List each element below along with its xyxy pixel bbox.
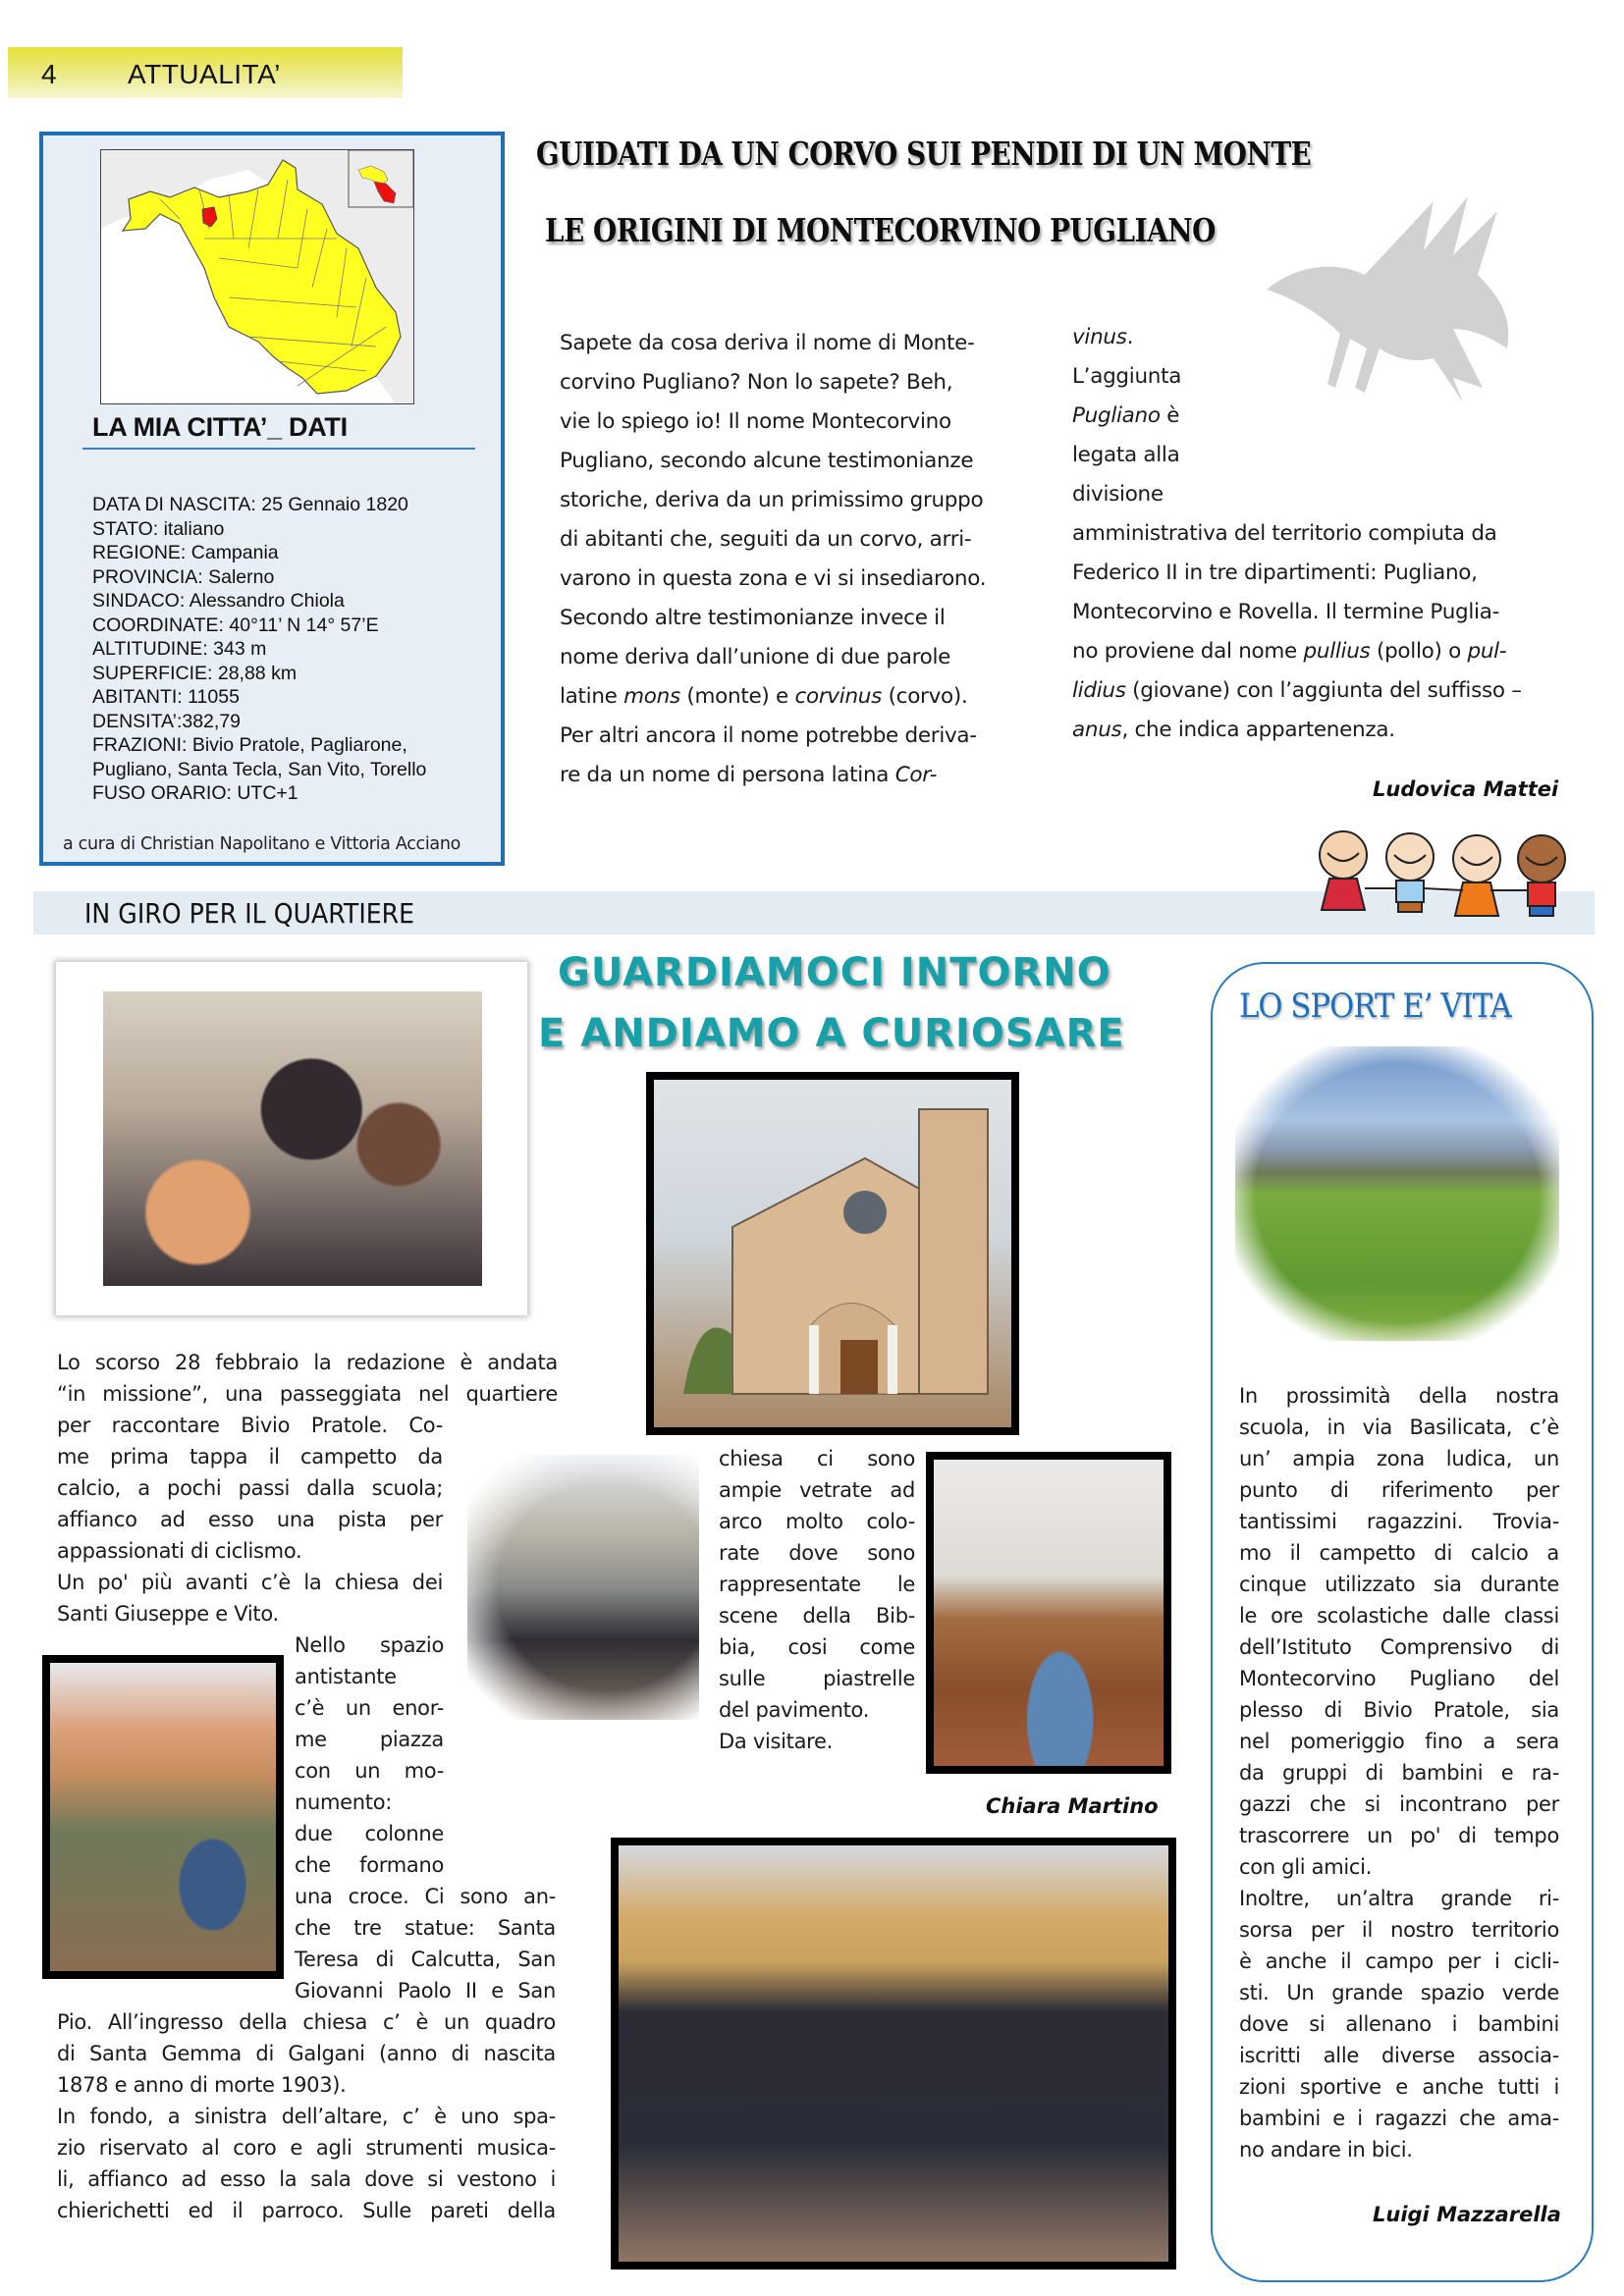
article2-headline-line2: E ANDIAMO A CURIOSARE bbox=[538, 1011, 1125, 1056]
article1-col1-line: Pugliano, secondo alcune testimonianze bbox=[560, 449, 974, 473]
article1-col2-line: amministrativa del territorio compiuta da bbox=[1072, 521, 1497, 546]
church-drawing bbox=[654, 1080, 1011, 1427]
article2-line: arco molto colo- bbox=[719, 1510, 915, 1533]
text-run: , che indica appartenenza. bbox=[1121, 718, 1395, 742]
article3-line: dell’Istituto Comprensivo di bbox=[1239, 1635, 1559, 1659]
article2-line: del pavimento. bbox=[719, 1698, 870, 1722]
article2-line: rappresentate le bbox=[719, 1573, 915, 1596]
article1-col1-line: Sapete da cosa deriva il nome di Monte- bbox=[560, 331, 975, 355]
article3-line: con gli amici. bbox=[1239, 1855, 1373, 1879]
info-line-province: PROVINCIA: Salerno bbox=[92, 565, 275, 588]
article2-line: me piazza bbox=[295, 1728, 444, 1751]
article2-line: per raccontare Bivio Pratole. Co- bbox=[57, 1414, 443, 1437]
article3-line: Inoltre, un’altra grande ri- bbox=[1239, 1887, 1559, 1910]
article3-line: In prossimità della nostra bbox=[1239, 1384, 1559, 1408]
info-line-hamlets: FRAZIONI: Bivio Pratole, Pagliarone, bbox=[92, 734, 407, 756]
article1-col2-line bbox=[1072, 671, 1583, 711]
text-run: (corvo). bbox=[882, 684, 968, 709]
article2-line: rate dove sono bbox=[719, 1541, 915, 1565]
info-line-state: STATO: italiano bbox=[92, 517, 225, 540]
article3-line: bambini e i ragazzi che ama- bbox=[1239, 2107, 1559, 2130]
text-run: (giovane) con l’aggiunta del suffisso – bbox=[1125, 678, 1522, 703]
italic-term: anus bbox=[1072, 718, 1122, 742]
article2-line: Santi Giuseppe e Vito. bbox=[57, 1602, 279, 1626]
article2-line: con un mo- bbox=[295, 1759, 444, 1783]
article3-line: è anche il campo per i cicli- bbox=[1239, 1949, 1559, 1973]
text-run: no proviene dal nome bbox=[1072, 639, 1304, 664]
photo-church-image bbox=[654, 1080, 1011, 1427]
article1-col2-line: L’aggiunta bbox=[1072, 364, 1182, 389]
article2-line: che tre statue: Santa bbox=[295, 1916, 556, 1940]
article2-line: antistante bbox=[295, 1665, 397, 1688]
article2-line: 1878 e anno di morte 1903). bbox=[57, 2073, 347, 2097]
article1-column1 bbox=[560, 324, 1031, 795]
page-number: 4 bbox=[41, 59, 57, 89]
article1-col2-line bbox=[1072, 397, 1583, 436]
photo-bikes-image bbox=[1235, 1046, 1559, 1341]
article2-line: “in missione”, una passeggiata nel quartiere bbox=[57, 1382, 558, 1406]
italic-term: pul- bbox=[1467, 639, 1507, 664]
children-illustration bbox=[1306, 820, 1581, 928]
photo-interior bbox=[926, 1452, 1171, 1774]
article1-headline-line2: LE ORIGINI DI MONTECORVINO PUGLIANO bbox=[545, 211, 1216, 249]
info-line-area: SUPERFICIE: 28,88 km bbox=[92, 662, 298, 684]
photo-group bbox=[611, 1838, 1176, 2269]
text-run: . bbox=[1126, 325, 1134, 349]
article2-line: Un po' più avanti c’è la chiesa dei bbox=[57, 1571, 443, 1594]
article2-line: chierichetti ed il parroco. Sulle pareti della bbox=[57, 2199, 556, 2222]
article3-line: Montecorvino Pugliano del bbox=[1239, 1667, 1559, 1690]
article2-line: Da visitare. bbox=[719, 1730, 834, 1753]
article2-p1-narrow bbox=[57, 1410, 443, 1629]
info-line-mayor: SINDACO: Alessandro Chiola bbox=[92, 590, 345, 612]
article3-line: iscritti alle diverse associa- bbox=[1239, 2044, 1559, 2067]
article2-p2-narrow bbox=[295, 1629, 444, 1881]
article3-line: tantissimi ragazzini. Trovia- bbox=[1239, 1510, 1559, 1533]
photo-group-walk bbox=[467, 1455, 699, 1720]
photo-selfie bbox=[56, 962, 527, 1315]
article3-paragraph bbox=[1239, 1380, 1559, 2165]
article1-col1-line: nome deriva dall’unione di due parole bbox=[560, 645, 951, 669]
italic-term: mons bbox=[623, 684, 680, 709]
article2-col2 bbox=[719, 1443, 915, 1757]
article3-line: nel pomeriggio fino a sera bbox=[1239, 1730, 1559, 1753]
article2-line: calcio, a pochi passi dalla scuola; bbox=[57, 1476, 443, 1500]
inset-map-italy bbox=[349, 150, 413, 207]
section-bar-title: IN GIRO PER IL QUARTIERE bbox=[84, 897, 415, 930]
info-line-density: DENSITA’:382,79 bbox=[92, 710, 242, 732]
article2-line: una croce. Ci sono an- bbox=[295, 1885, 556, 1908]
section-title: ATTUALITA’ bbox=[128, 59, 281, 89]
info-line-region: REGIONE: Campania bbox=[92, 542, 279, 563]
article1-col2-line bbox=[1072, 711, 1583, 750]
article3-line: un’ ampia zona ludica, un bbox=[1239, 1447, 1559, 1470]
text-run: latine bbox=[560, 684, 624, 709]
article1-col2-line: legata alla bbox=[1072, 443, 1180, 467]
text-run: è bbox=[1160, 403, 1180, 428]
text-run: (monte) e bbox=[679, 684, 795, 709]
article1-col1-line: varono in questa zona e vi si insediarono. bbox=[560, 566, 987, 591]
article3-line: plesso di Bivio Pratole, sia bbox=[1239, 1698, 1559, 1722]
photo-group-walk-image bbox=[467, 1455, 699, 1720]
photo-group-image bbox=[619, 1845, 1168, 2262]
article1-author: Ludovica Mattei bbox=[1373, 777, 1559, 801]
article1-col1-line: vie lo spiego io! Il nome Montecorvino bbox=[560, 409, 951, 434]
article2-line: Giovanni Paolo II e San bbox=[295, 1979, 556, 2002]
photo-interior-image bbox=[934, 1460, 1164, 1766]
article2-line: c’è un enor- bbox=[295, 1696, 444, 1720]
article3-headline: LO SPORT E’ VITA bbox=[1239, 987, 1511, 1026]
article3-line: trascorrere un po' di tempo bbox=[1239, 1824, 1559, 1847]
article1-col1-line bbox=[560, 756, 1031, 795]
article2-line: li, affianco ad esso la sala dove si vestono i bbox=[57, 2167, 556, 2191]
article3-line: dove si allenano i bambini bbox=[1239, 2012, 1559, 2036]
italic-term: corvinus bbox=[794, 684, 883, 709]
article2-line: due colonne bbox=[295, 1822, 444, 1845]
article1-col1-line bbox=[560, 677, 1031, 717]
article3-line: le ore scolastiche dalle classi bbox=[1239, 1604, 1559, 1628]
article3-line: cinque utilizzato sia durante bbox=[1239, 1573, 1559, 1596]
article2-line: ampie vetrate ad bbox=[719, 1478, 915, 1502]
article1-col1-line: storiche, deriva da un primissimo gruppo bbox=[560, 488, 984, 512]
article2-line: zio riservato al coro e agli strumenti musica- bbox=[57, 2136, 556, 2160]
article1-col2-line bbox=[1072, 632, 1583, 671]
article2-line: che formano bbox=[295, 1853, 444, 1877]
article2-line: Lo scorso 28 febbraio la redazione è andata bbox=[57, 1351, 558, 1374]
article2-p2-full bbox=[57, 2006, 556, 2226]
article2-headline-line1: GUARDIAMOCI INTORNO bbox=[558, 950, 1111, 995]
article1-col2-line: Montecorvino e Rovella. Il termine Puglia- bbox=[1072, 600, 1500, 624]
article2-line: affianco ad esso una pista per bbox=[57, 1508, 443, 1531]
info-line-hamlets-cont: Pugliano, Santa Tecla, San Vito, Torello bbox=[92, 758, 427, 780]
info-line-coordinates: COORDINATE: 40°11’ N 14° 57’E bbox=[92, 614, 379, 636]
photo-monument-image bbox=[50, 1663, 276, 1971]
photo-church bbox=[646, 1072, 1019, 1435]
info-box-credits: a cura di Christian Napolitano e Vittoria Acciano bbox=[63, 834, 461, 854]
article2-author: Chiara Martino bbox=[986, 1794, 1159, 1818]
article1-col2-line: Federico II in tre dipartimenti: Pugliano, bbox=[1072, 561, 1478, 585]
article3-line: zioni sportive e anche tutti i bbox=[1239, 2075, 1559, 2099]
article2-line: di Santa Gemma di Galgani (anno di nascita bbox=[57, 2042, 556, 2065]
article2-line: Nello spazio bbox=[295, 1633, 444, 1657]
article2-line: In fondo, a sinistra dell’altare, c’ è uno spa- bbox=[57, 2105, 556, 2128]
info-line-altitude: ALTITUDINE: 343 m bbox=[92, 638, 267, 660]
article3-line: da gruppi di bambini e ra- bbox=[1239, 1761, 1559, 1785]
article3-line: gazzi che si incontrano per bbox=[1239, 1792, 1559, 1816]
article1-col2-line: divisione bbox=[1072, 482, 1164, 507]
italic-term: pullius bbox=[1303, 639, 1371, 664]
photo-bikes bbox=[1235, 1046, 1559, 1341]
article2-line: bia, cosi come bbox=[719, 1635, 915, 1659]
article2-line: sulle piastrelle bbox=[719, 1667, 915, 1690]
article3-author: Luigi Mazzarella bbox=[1373, 2203, 1561, 2226]
info-line-timezone: FUSO ORARIO: UTC+1 bbox=[92, 782, 298, 804]
text-run: re da un nome di persona latina bbox=[560, 763, 895, 787]
info-box-divider bbox=[82, 448, 475, 450]
italic-term: Cor- bbox=[894, 763, 938, 787]
info-line-population: ABITANTI: 11055 bbox=[92, 686, 240, 708]
article2-line: appassionati di ciclismo. bbox=[57, 1539, 302, 1563]
italic-term: lidius bbox=[1072, 678, 1126, 703]
info-box-lines bbox=[92, 493, 426, 806]
article2-line: chiesa ci sono bbox=[719, 1447, 915, 1470]
article2-p2-mid bbox=[295, 1881, 556, 2006]
article2-line: Pio. All’ingresso della chiesa c’ è un quadro bbox=[57, 2010, 556, 2034]
italic-term: vinus bbox=[1072, 325, 1127, 349]
article1-col1-line: Secondo altre testimonianze invece il bbox=[560, 606, 946, 630]
article3-line: mo il campetto di calcio a bbox=[1239, 1541, 1559, 1565]
article3-line: punto di riferimento per bbox=[1239, 1478, 1559, 1502]
article3-line: no andare in bici. bbox=[1239, 2138, 1413, 2162]
article3-line: sti. Un grande spazio verde bbox=[1239, 1981, 1559, 2004]
article1-col1-line: corvino Pugliano? Non lo sapete? Beh, bbox=[560, 370, 953, 395]
info-box-title: LA MIA CITTA’_ DATI bbox=[92, 412, 348, 442]
article2-line: scene della Bib- bbox=[719, 1604, 915, 1628]
text-run: (pollo) o bbox=[1370, 639, 1468, 664]
province-map-svg bbox=[101, 150, 413, 403]
province-map bbox=[100, 149, 414, 404]
article2-line: numento: bbox=[295, 1790, 393, 1814]
article1-col2-line bbox=[1072, 318, 1583, 357]
photo-monument bbox=[42, 1655, 284, 1979]
children-icon bbox=[1306, 820, 1581, 928]
italic-term: Pugliano bbox=[1072, 403, 1161, 428]
city-data-box bbox=[39, 132, 505, 866]
article2-line: Teresa di Calcutta, San bbox=[295, 1948, 556, 1971]
article2-line: me prima tappa il campetto da bbox=[57, 1445, 443, 1468]
info-line-birth: DATA DI NASCITA: 25 Gennaio 1820 bbox=[92, 494, 408, 515]
article3-line: sorsa per il nostro territorio bbox=[1239, 1918, 1559, 1942]
article1-headline-line1: GUIDATI DA UN CORVO SUI PENDII DI UN MONTE bbox=[536, 134, 1312, 173]
article2-p1-full bbox=[57, 1347, 558, 1410]
article1-col1-line: Per altri ancora il nome potrebbe deriva- bbox=[560, 723, 977, 748]
photo-selfie-image bbox=[103, 991, 482, 1286]
article3-line: scuola, in via Basilicata, c’è bbox=[1239, 1415, 1559, 1439]
article1-col1-line: di abitanti che, seguiti da un corvo, arri- bbox=[560, 527, 972, 552]
article1-column2 bbox=[1072, 318, 1583, 750]
